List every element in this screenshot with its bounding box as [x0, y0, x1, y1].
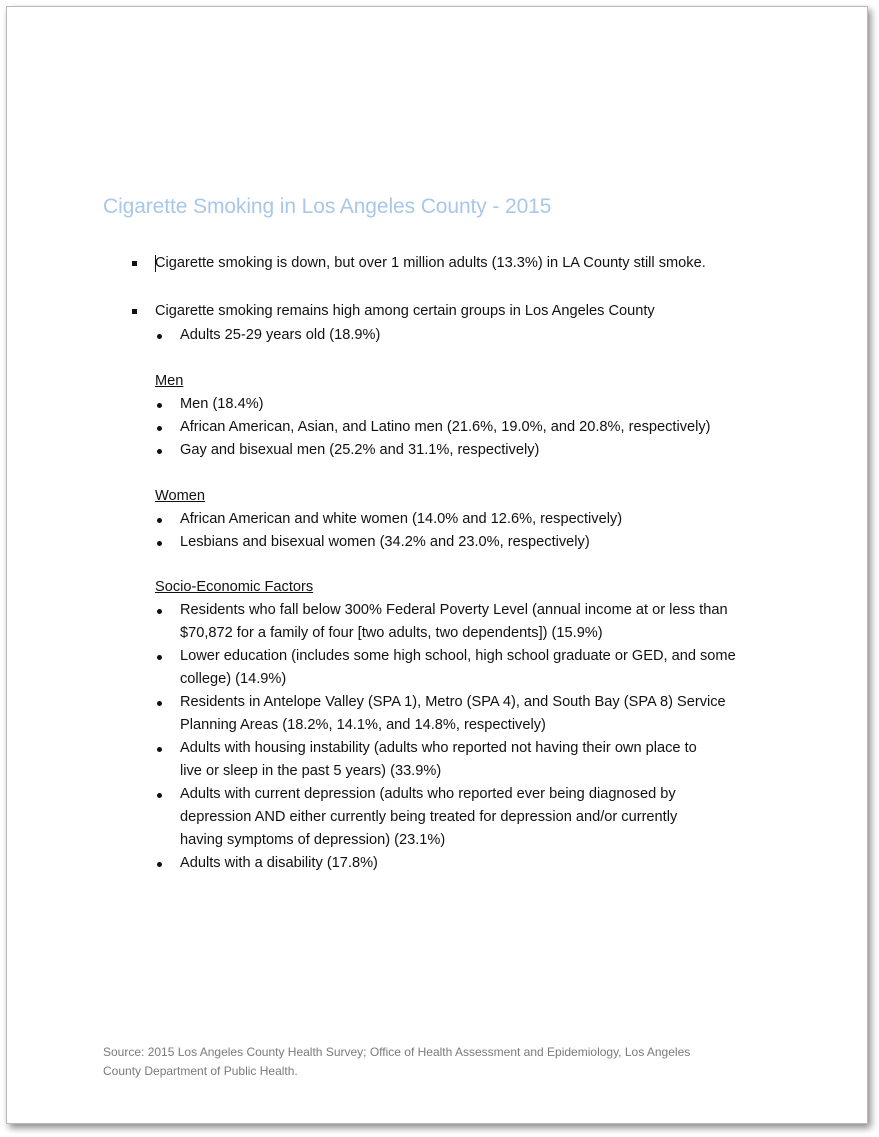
bullet-text: Cigarette smoking is down, but over 1 million adults (13.3%) in LA County still smoke. — [155, 255, 706, 271]
round-bullet-icon — [157, 403, 162, 408]
source-line: Source: 2015 Los Angeles County Health Survey; Office of Health Assessment and Epidemiology, Los Angeles — [103, 1045, 691, 1059]
round-bullet-icon — [157, 793, 162, 798]
section-heading-women: Women — [155, 488, 206, 504]
section-heading-men: Men — [155, 373, 184, 389]
square-bullet-icon — [132, 309, 137, 314]
list-item-line: Planning Areas (18.2%, 14.1%, and 14.8%, respectively) — [180, 717, 546, 733]
list-item: Adults 25-29 years old (18.9%) — [180, 327, 381, 343]
round-bullet-icon — [157, 609, 162, 614]
list-item-line: Adults with a disability (17.8%) — [180, 855, 378, 871]
list-item-line: Adults with current depression (adults who reported ever being diagnosed by — [180, 786, 676, 802]
round-bullet-icon — [157, 655, 162, 660]
round-bullet-icon — [157, 541, 162, 546]
list-item: Men (18.4%) — [180, 396, 264, 412]
list-item-line: Adults with housing instability (adults who reported not having their own place to — [180, 740, 697, 756]
source-note — [103, 1043, 783, 1081]
bullet-text: Cigarette smoking remains high among certain groups in Los Angeles County — [155, 303, 655, 319]
round-bullet-icon — [157, 449, 162, 454]
round-bullet-icon — [157, 701, 162, 706]
list-item: African American and white women (14.0% and 12.6%, respectively) — [180, 511, 623, 527]
list-item-line: having symptoms of depression) (23.1%) — [180, 832, 446, 848]
list-item-line: Residents in Antelope Valley (SPA 1), Metro (SPA 4), and South Bay (SPA 8) Service — [180, 694, 726, 710]
list-item-line: depression AND either currently being treated for depression and/or currently — [180, 809, 678, 825]
section-heading-socio-economic: Socio-Economic Factors — [155, 579, 314, 595]
list-item: Lesbians and bisexual women (34.2% and 23.0%, respectively) — [180, 534, 590, 550]
document-title: Cigarette Smoking in Los Angeles County - 2015 — [103, 195, 552, 218]
list-item-line: Residents who fall below 300% Federal Poverty Level (annual income at or less than — [180, 602, 728, 618]
document-page — [6, 6, 868, 1124]
source-line: County Department of Public Health. — [103, 1064, 298, 1078]
square-bullet-icon — [132, 261, 137, 266]
round-bullet-icon — [157, 518, 162, 523]
list-item-line: Lower education (includes some high school, high school graduate or GED, and some — [180, 648, 736, 664]
round-bullet-icon — [157, 747, 162, 752]
list-item: African American, Asian, and Latino men (21.6%, 19.0%, and 20.8%, respectively) — [180, 419, 711, 435]
list-item-line: college) (14.9%) — [180, 671, 287, 687]
list-item-line: live or sleep in the past 5 years) (33.9%) — [180, 763, 442, 779]
list-item-line: $70,872 for a family of four [two adults, two dependents]) (15.9%) — [180, 625, 603, 641]
round-bullet-icon — [157, 426, 162, 431]
round-bullet-icon — [157, 862, 162, 867]
round-bullet-icon — [157, 334, 162, 339]
list-item: Gay and bisexual men (25.2% and 31.1%, respectively) — [180, 442, 540, 458]
